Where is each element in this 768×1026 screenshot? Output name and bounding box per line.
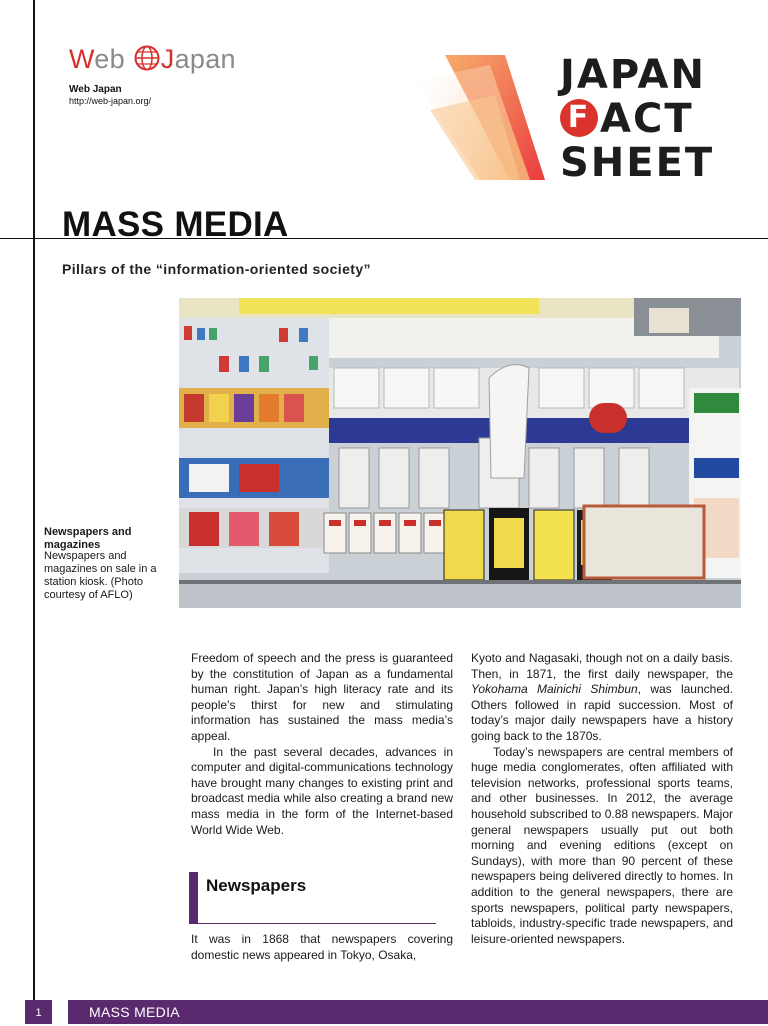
page-title: MASS MEDIA bbox=[62, 205, 289, 244]
fact-sheet-line-1: JAPAN bbox=[560, 52, 706, 98]
vertical-rule bbox=[33, 0, 35, 1000]
page-subtitle: Pillars of the “information-oriented society” bbox=[62, 261, 371, 277]
body-paragraph: In the past several decades, advances in computer and digital-communications technology have brought many changes to existing print and broadcast media while also creating a brand new mass media in the form of the Internet-based World Wide Web. bbox=[191, 744, 453, 837]
kiosk-illustration bbox=[179, 298, 741, 608]
section-accent-bar bbox=[189, 872, 198, 924]
fact-sheet-line-3: SHEET bbox=[560, 140, 715, 186]
section-title: Newspapers bbox=[206, 876, 307, 895]
kiosk-photo bbox=[179, 298, 741, 608]
body-column-2 bbox=[471, 651, 733, 947]
body-paragraph: Freedom of speech and the press is guaranteed by the constitution of Japan as a fundamental human right. Japan’s high literacy rate and its people’s thirst for new and stimulating information has sustained the mass media’s appeal. bbox=[191, 651, 453, 743]
photo-caption-text: Newspapers and magazines on sale in a station kiosk. (Photo courtesy of AFLO) bbox=[44, 550, 157, 601]
page-footer bbox=[0, 1000, 768, 1024]
body-paragraph: Today’s newspapers are central members of huge media conglomerates, often affiliated with television networks, professional sports teams, and other businesses. In 2012, the average household subscribed to 0.88 newspapers. Major general newspapers usually put out both morning and evening editions (except on Sundays), with more than 90 percent of these newspapers being delivered directly to homes. In addition to the general newspapers, there are sports newspapers, political party newspapers, tabloids, industry-specific trade newspapers, and leisure-oriented newspapers. bbox=[471, 744, 733, 946]
web-japan-logo[interactable]: Web Japan bbox=[69, 44, 236, 74]
site-name: Web Japan bbox=[69, 84, 122, 95]
photo-caption-title: Newspapers and magazines bbox=[44, 526, 132, 551]
globe-icon bbox=[134, 45, 160, 71]
body-column-1-continued bbox=[191, 932, 453, 963]
fact-sheet-line-2: F ACT bbox=[560, 99, 694, 139]
fact-sheet-f-circle: F bbox=[560, 99, 598, 137]
newspaper-name: Yokohama Mainichi Shimbun bbox=[471, 682, 638, 697]
page-number: 1 bbox=[25, 1000, 52, 1024]
section-heading-newspapers bbox=[189, 872, 439, 924]
swoosh-graphic bbox=[410, 50, 550, 182]
body-paragraph: Kyoto and Nagasaki, though not on a daily basis. Then, in 1871, the first daily newspaper, the Yokohama Mainichi Shimbun, was launched. Others followed in rapid succession. Most of today’s major daily newspapers have a history going back to the 1870s. bbox=[471, 651, 733, 743]
section-underline bbox=[198, 923, 436, 924]
body-paragraph: It was in 1868 that newspapers covering domestic news appeared in Tokyo, Osaka, bbox=[191, 932, 453, 962]
site-url[interactable]: http://web-japan.org/ bbox=[69, 96, 152, 106]
footer-band bbox=[68, 1000, 768, 1024]
footer-label: MASS MEDIA bbox=[89, 1004, 180, 1020]
body-column-1 bbox=[191, 651, 453, 838]
